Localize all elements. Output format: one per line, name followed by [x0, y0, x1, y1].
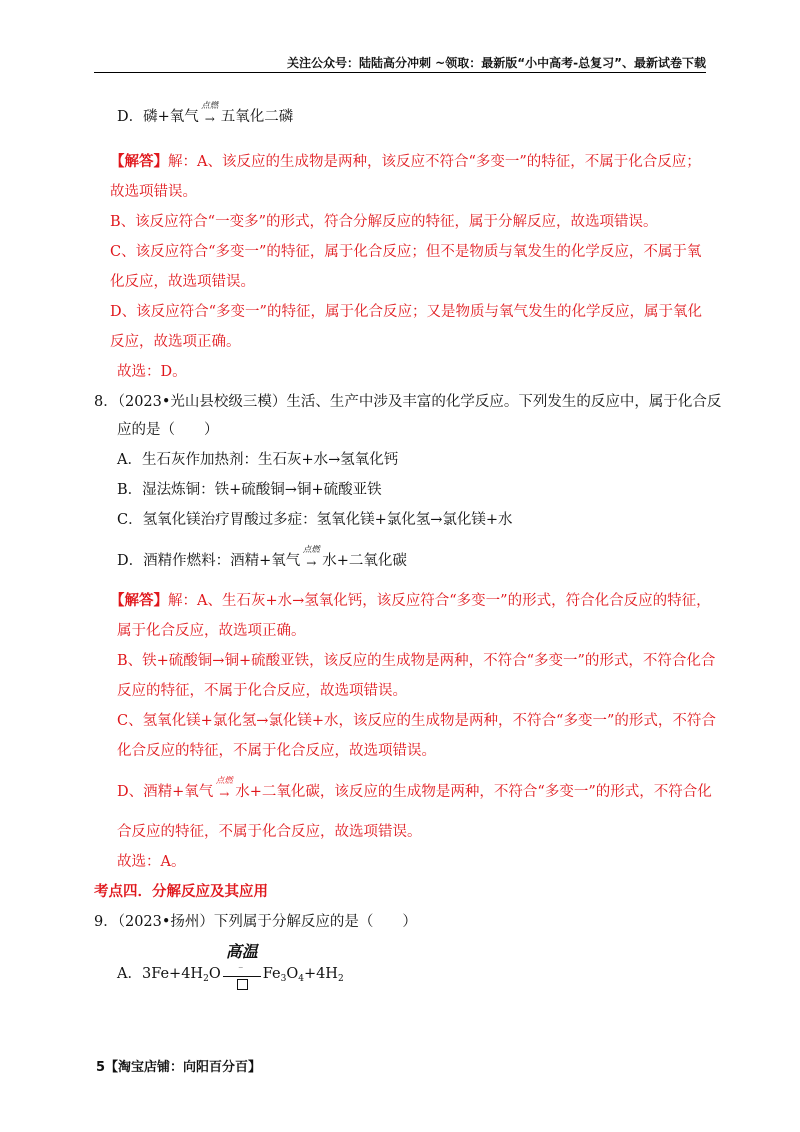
q8-answer-line-6: 化合反应的特征，不属于化合反应，故选项错误。 — [117, 743, 436, 759]
q8-option-b: B．湿法炼铜：铁+硫酸铜→铜+硫酸亚铁 — [117, 482, 382, 498]
q8-stem-line-2: 应的是（ ） — [117, 422, 219, 438]
q9-option-a: A．$3Fe+4H_2O$ 高温 ‾ $Fe_3O_4+4H_2$ — [117, 964, 344, 989]
q7-answer-line-4: C、该反应符合“多变一”的特征，属于化合反应；但不是物质与氧发生的化学反应，不属于氧 — [110, 244, 702, 260]
q8-option-d: D．酒精作燃料：酒精+氧气 点燃 → 水+二氧化碳 — [117, 545, 407, 570]
q7-answer-line-1: 【解答】解：A、该反应的生成物是两种，该反应不符合“多变一”的特征，不属于化合反应； — [110, 153, 701, 170]
q8-answer-line-5: C、氢氧化镁+氯化氢→氯化镁+水，该反应的生成物是两种，不符合“多变一”的形式，不符合 — [117, 713, 716, 729]
page-footer: 5【淘宝店铺：向阳百分百】 — [96, 1060, 262, 1075]
reaction-arrow: 点燃 → — [302, 545, 320, 570]
q8-answer-line-3: B、铁+硫酸铜→铜+硫酸亚铁，该反应的生成物是两种，不符合“多变一”的形式，不符合化合 — [117, 653, 716, 669]
q8-option-a: A．生石灰作加热剂：生石灰+水→氢氧化钙 — [117, 452, 399, 468]
q8-stem-line-1: 8．（2023•光山县校级三模）生活、生产中涉及丰富的化学反应。下列发生的反应中，属于化合反 — [94, 394, 722, 410]
q7-answer-line-3: B、该反应符合“一变多”的形式，符合分解反应的特征，属于分解反应，故选项错误。 — [110, 214, 658, 230]
section-title: 考点四．分解反应及其应用 — [94, 883, 268, 900]
reaction-arrow: 点燃 → — [215, 776, 233, 801]
q7-answer-choice: 故选：D。 — [117, 364, 187, 380]
q7-answer-line-5: 化反应，故选项错误。 — [110, 274, 255, 290]
q8-answer-line-1: 【解答】解：A、生石灰+水→氢氧化钙，该反应符合“多变一”的形式，符合化合反应的特征， — [110, 592, 711, 609]
q8-answer-line-4: 反应的特征，不属于化合反应，故选项错误。 — [117, 683, 407, 699]
q8-answer-choice: 故选：A。 — [117, 854, 186, 870]
header-rule — [94, 72, 706, 73]
q8-answer-line-7: D、酒精+氧气 点燃 → 水+二氧化碳，该反应的生成物是两种，不符合“多变一”的形式，不符合化 — [117, 776, 712, 801]
q7-option-d: D．磷+氧气 点燃 → 五氧化二磷 — [117, 101, 294, 126]
q8-option-c: C．氢氧化镁治疗胃酸过多症：氢氧化镁+氯化氢→氯化镁+水 — [117, 512, 513, 528]
q7-answer-line-2: 故选项错误。 — [110, 184, 197, 200]
q7-answer-line-6: D、该反应符合“多变一”的特征，属于化合反应；又是物质与氧气发生的化学反应，属于氧化 — [110, 304, 702, 320]
q8-answer-line-2: 属于化合反应，故选项正确。 — [117, 623, 306, 639]
q8-answer-line-8: 合反应的特征，不属于化合反应，故选项错误。 — [117, 824, 422, 840]
reaction-arrow: 点燃 → — [201, 101, 219, 126]
q9-stem: 9．（2023•扬州）下列属于分解反应的是（ ） — [94, 914, 417, 930]
q7-answer-line-7: 反应，故选项正确。 — [110, 334, 241, 350]
page-header: 关注公众号：陆陆高分冲刺 ~领取：最新版“小中高考-总复习”、最新试卷下载 — [287, 56, 706, 70]
high-temperature-condition: 高温 ‾ — [221, 964, 263, 984]
